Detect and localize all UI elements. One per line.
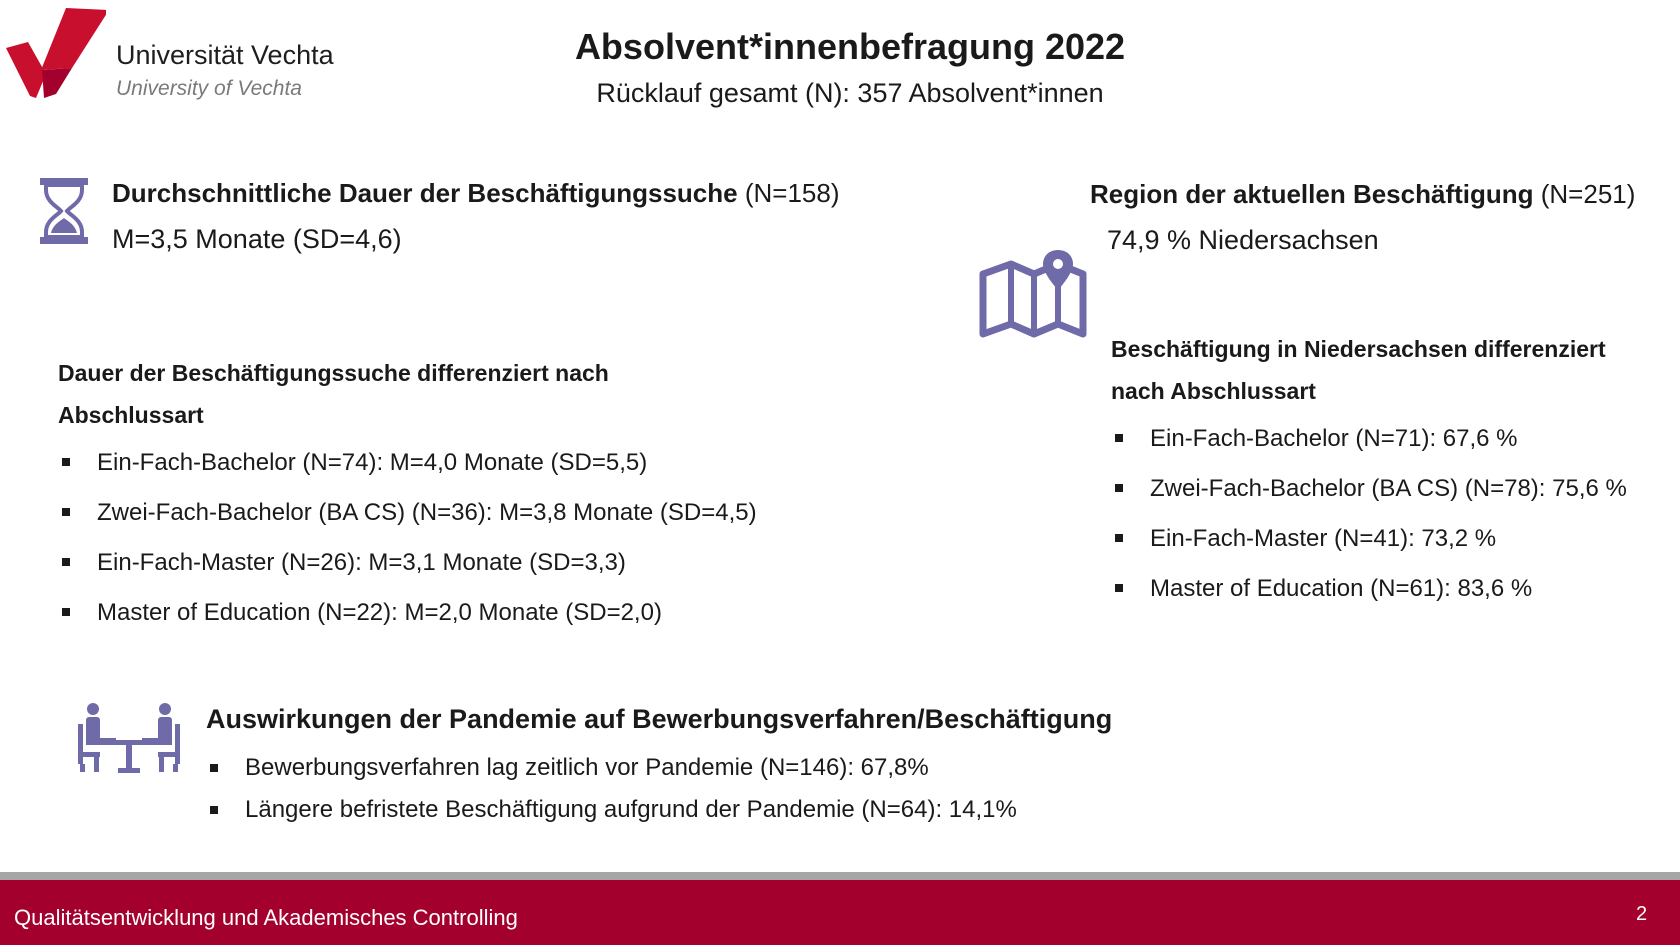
region-heading (1090, 179, 1635, 210)
list-item: Ein-Fach-Bachelor (N=71): 67,6 % (1111, 422, 1627, 472)
list-item: Zwei-Fach-Bachelor (BA CS) (N=36): M=3,8 Monate (SD=4,5) (58, 496, 757, 546)
logo-name: Universität Vechta (116, 40, 334, 70)
region-sub-heading-line1: Beschäftigung in Niedersachsen differenziert (1111, 336, 1606, 362)
duration-value: M=3,5 Monate (SD=4,6) (112, 224, 402, 254)
footer-divider (0, 872, 1680, 880)
list-item: Master of Education (N=61): 83,6 % (1111, 572, 1627, 622)
meeting-people-icon (78, 702, 180, 774)
list-item: Bewerbungsverfahren lag zeitlich vor Pandemie (N=146): 67,8% (206, 752, 1017, 794)
list-item: Ein-Fach-Master (N=26): M=3,1 Monate (SD=3,3) (58, 546, 757, 596)
duration-sub-heading (58, 352, 609, 436)
page-number: 2 (1636, 903, 1648, 925)
list-item: Zwei-Fach-Bachelor (BA CS) (N=78): 75,6 % (1111, 472, 1627, 522)
duration-list (58, 446, 757, 646)
region-heading-n: (N=251) (1540, 179, 1636, 209)
pandemic-list (206, 752, 1017, 836)
pandemic-heading: Auswirkungen der Pandemie auf Bewerbungsverfahren/Beschäftigung (206, 704, 1113, 734)
duration-heading-text: Durchschnittliche Dauer der Beschäftigungssuche (112, 178, 738, 208)
region-value: 74,9 % Niedersachsen (1107, 225, 1379, 255)
hourglass-icon (40, 178, 88, 244)
duration-sub-heading-line2: Abschlussart (58, 402, 204, 428)
list-item: Längere befristete Beschäftigung aufgrund der Pandemie (N=64): 14,1% (206, 794, 1017, 836)
duration-sub-heading-line1: Dauer der Beschäftigungssuche differenziert nach (58, 360, 609, 386)
region-list (1111, 422, 1627, 622)
logo-subtitle: University of Vechta (116, 77, 302, 100)
region-sub-heading (1111, 328, 1606, 412)
map-pin-icon (978, 250, 1088, 338)
list-item: Ein-Fach-Master (N=41): 73,2 % (1111, 522, 1627, 572)
footer-text: Qualitätsentwicklung und Akademisches Controlling (14, 905, 518, 930)
duration-heading (112, 178, 839, 209)
list-item: Ein-Fach-Bachelor (N=74): M=4,0 Monate (SD=5,5) (58, 446, 757, 496)
duration-heading-n: (N=158) (744, 178, 840, 208)
region-heading-text: Region der aktuellen Beschäftigung (1090, 179, 1534, 209)
page-title: Absolvent*innenbefragung 2022 (574, 26, 1126, 67)
page-subtitle: Rücklauf gesamt (N): 357 Absolvent*innen (596, 78, 1104, 108)
region-sub-heading-line2: nach Abschlussart (1111, 378, 1316, 404)
list-item: Master of Education (N=22): M=2,0 Monate (SD=2,0) (58, 596, 757, 646)
